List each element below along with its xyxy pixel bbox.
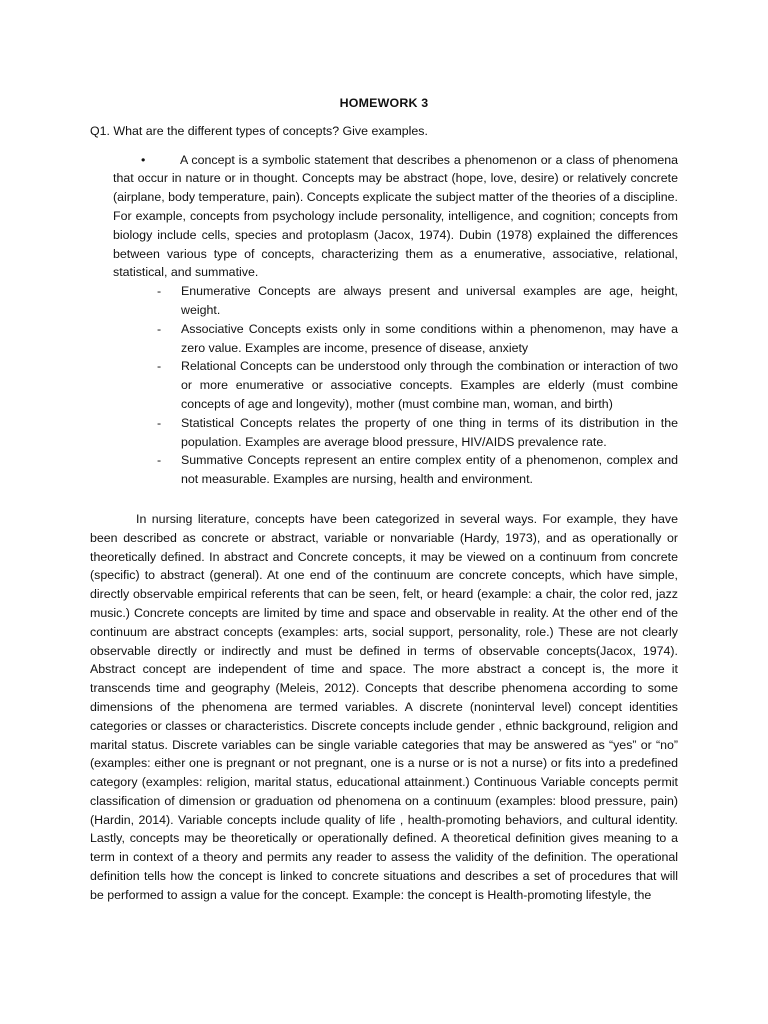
bullet-paragraph (113, 151, 678, 283)
dash-marker: - (157, 453, 162, 468)
list-item-statistical (157, 414, 678, 452)
question-heading: Q1. What are the different types of concepts? Give examples. (90, 123, 428, 138)
dash-marker: - (157, 284, 162, 299)
list-item-text: Statistical Concepts relates the property of one thing in terms of its distribution in the population. Examples are average blood pressure, HIV/AIDS prevalence rate. (181, 415, 678, 449)
dash-marker: - (157, 359, 162, 374)
list-item-associative (157, 320, 678, 358)
list-item-text: Summative Concepts represent an entire complex entity of a phenomenon, complex and not measurable. Examples are nursing, health and environment. (181, 453, 678, 487)
list-item-summative (157, 451, 678, 489)
list-item-enumerative (157, 282, 678, 320)
bullet-marker: • (141, 152, 146, 167)
body-paragraph: In nursing literature, concepts have been categorized in several ways. For example, they have been described as concrete or abstract, variable or nonvariable (Hardy, 1973), and as operationally or theoretically defined. In abstract and Concrete concepts, it may be viewed on a continuum from concrete (specific) to abstract (general). At one end of the continuum are concrete concepts, which have simple, directly observable empirical referents that can be seen, felt, or heard (example: a chair, the color red, jazz music.) Concrete concepts are limited by time and space and observable in reality. At the other end of the continuum are abstract concepts (examples: arts, social support, personality, role.) These are not clearly observable directly or indirectly and must be defined in terms of observable concepts(Jacox, 1974). Abstract concept are independent of time and space. The more abstract a concept is, the more it transcends time and geography (Meleis, 2012). Concepts that describe phenomena according to some dimensions of the phenomena are termed variables. A discrete (noninterval level) concept identities categories or classes or characteristics. Discrete concepts include gender , ethnic background, religion and marital status. Discrete variables can be single variable categories that may be answered as “yes” or “no” (examples: either one is pregnant or not pregnant, one is a nurse or is not a nurse) or fits into a predefined category (examples: religion, marital status, educational attainment.) Continuous Variable concepts permit classification of dimension or graduation od phenomena on a continuum (examples: blood pressure, pain) (Hardin, 2014). Variable concepts include quality of life , health-promoting behaviors, and cultural identity. Lastly, concepts may be theoretically or operationally defined. A theoretical definition gives meaning to a term in context of a theory and permits any reader to assess the validity of the definition. The operational definition tells how the concept is linked to concrete situations and describes a set of procedures that will be performed to assign a value for the concept. Example: the concept is Health-promoting lifestyle, the (90, 511, 678, 902)
bullet-text: A concept is a symbolic statement that describes a phenomenon or a class of phenomena that occur in nature or in thought. Concepts may be abstract (hope, love, desire) or relatively concrete (airplane, body temperature, pain). Concepts explicate the subject matter of the theories of a discipline. For example, concepts from psychology include personality, intelligence, and cognition; concepts from biology include cells, species and protoplasm (Jacox, 1974). Dubin (1978) explained the differences between various type of concepts, characterizing them as a enumerative, associative, relational, statistical, and summative. (113, 152, 678, 280)
dash-marker: - (157, 321, 162, 336)
list-item-text: Relational Concepts can be understood only through the combination or interaction of two or more enumerative or associative concepts. Examples are elderly (must combine concepts of age and longevity), mother (must combine man, woman, and birth) (181, 359, 678, 411)
document-title: HOMEWORK 3 (339, 96, 429, 110)
dash-marker: - (157, 415, 162, 430)
list-item-text: Associative Concepts exists only in some conditions within a phenomenon, may have a zero value. Examples are income, presence of disease, anxiety (181, 321, 678, 355)
list-item-text: Enumerative Concepts are always present and universal examples are age, height, weight. (181, 284, 678, 317)
concept-types-list (90, 282, 678, 489)
list-item-relational (157, 357, 678, 413)
